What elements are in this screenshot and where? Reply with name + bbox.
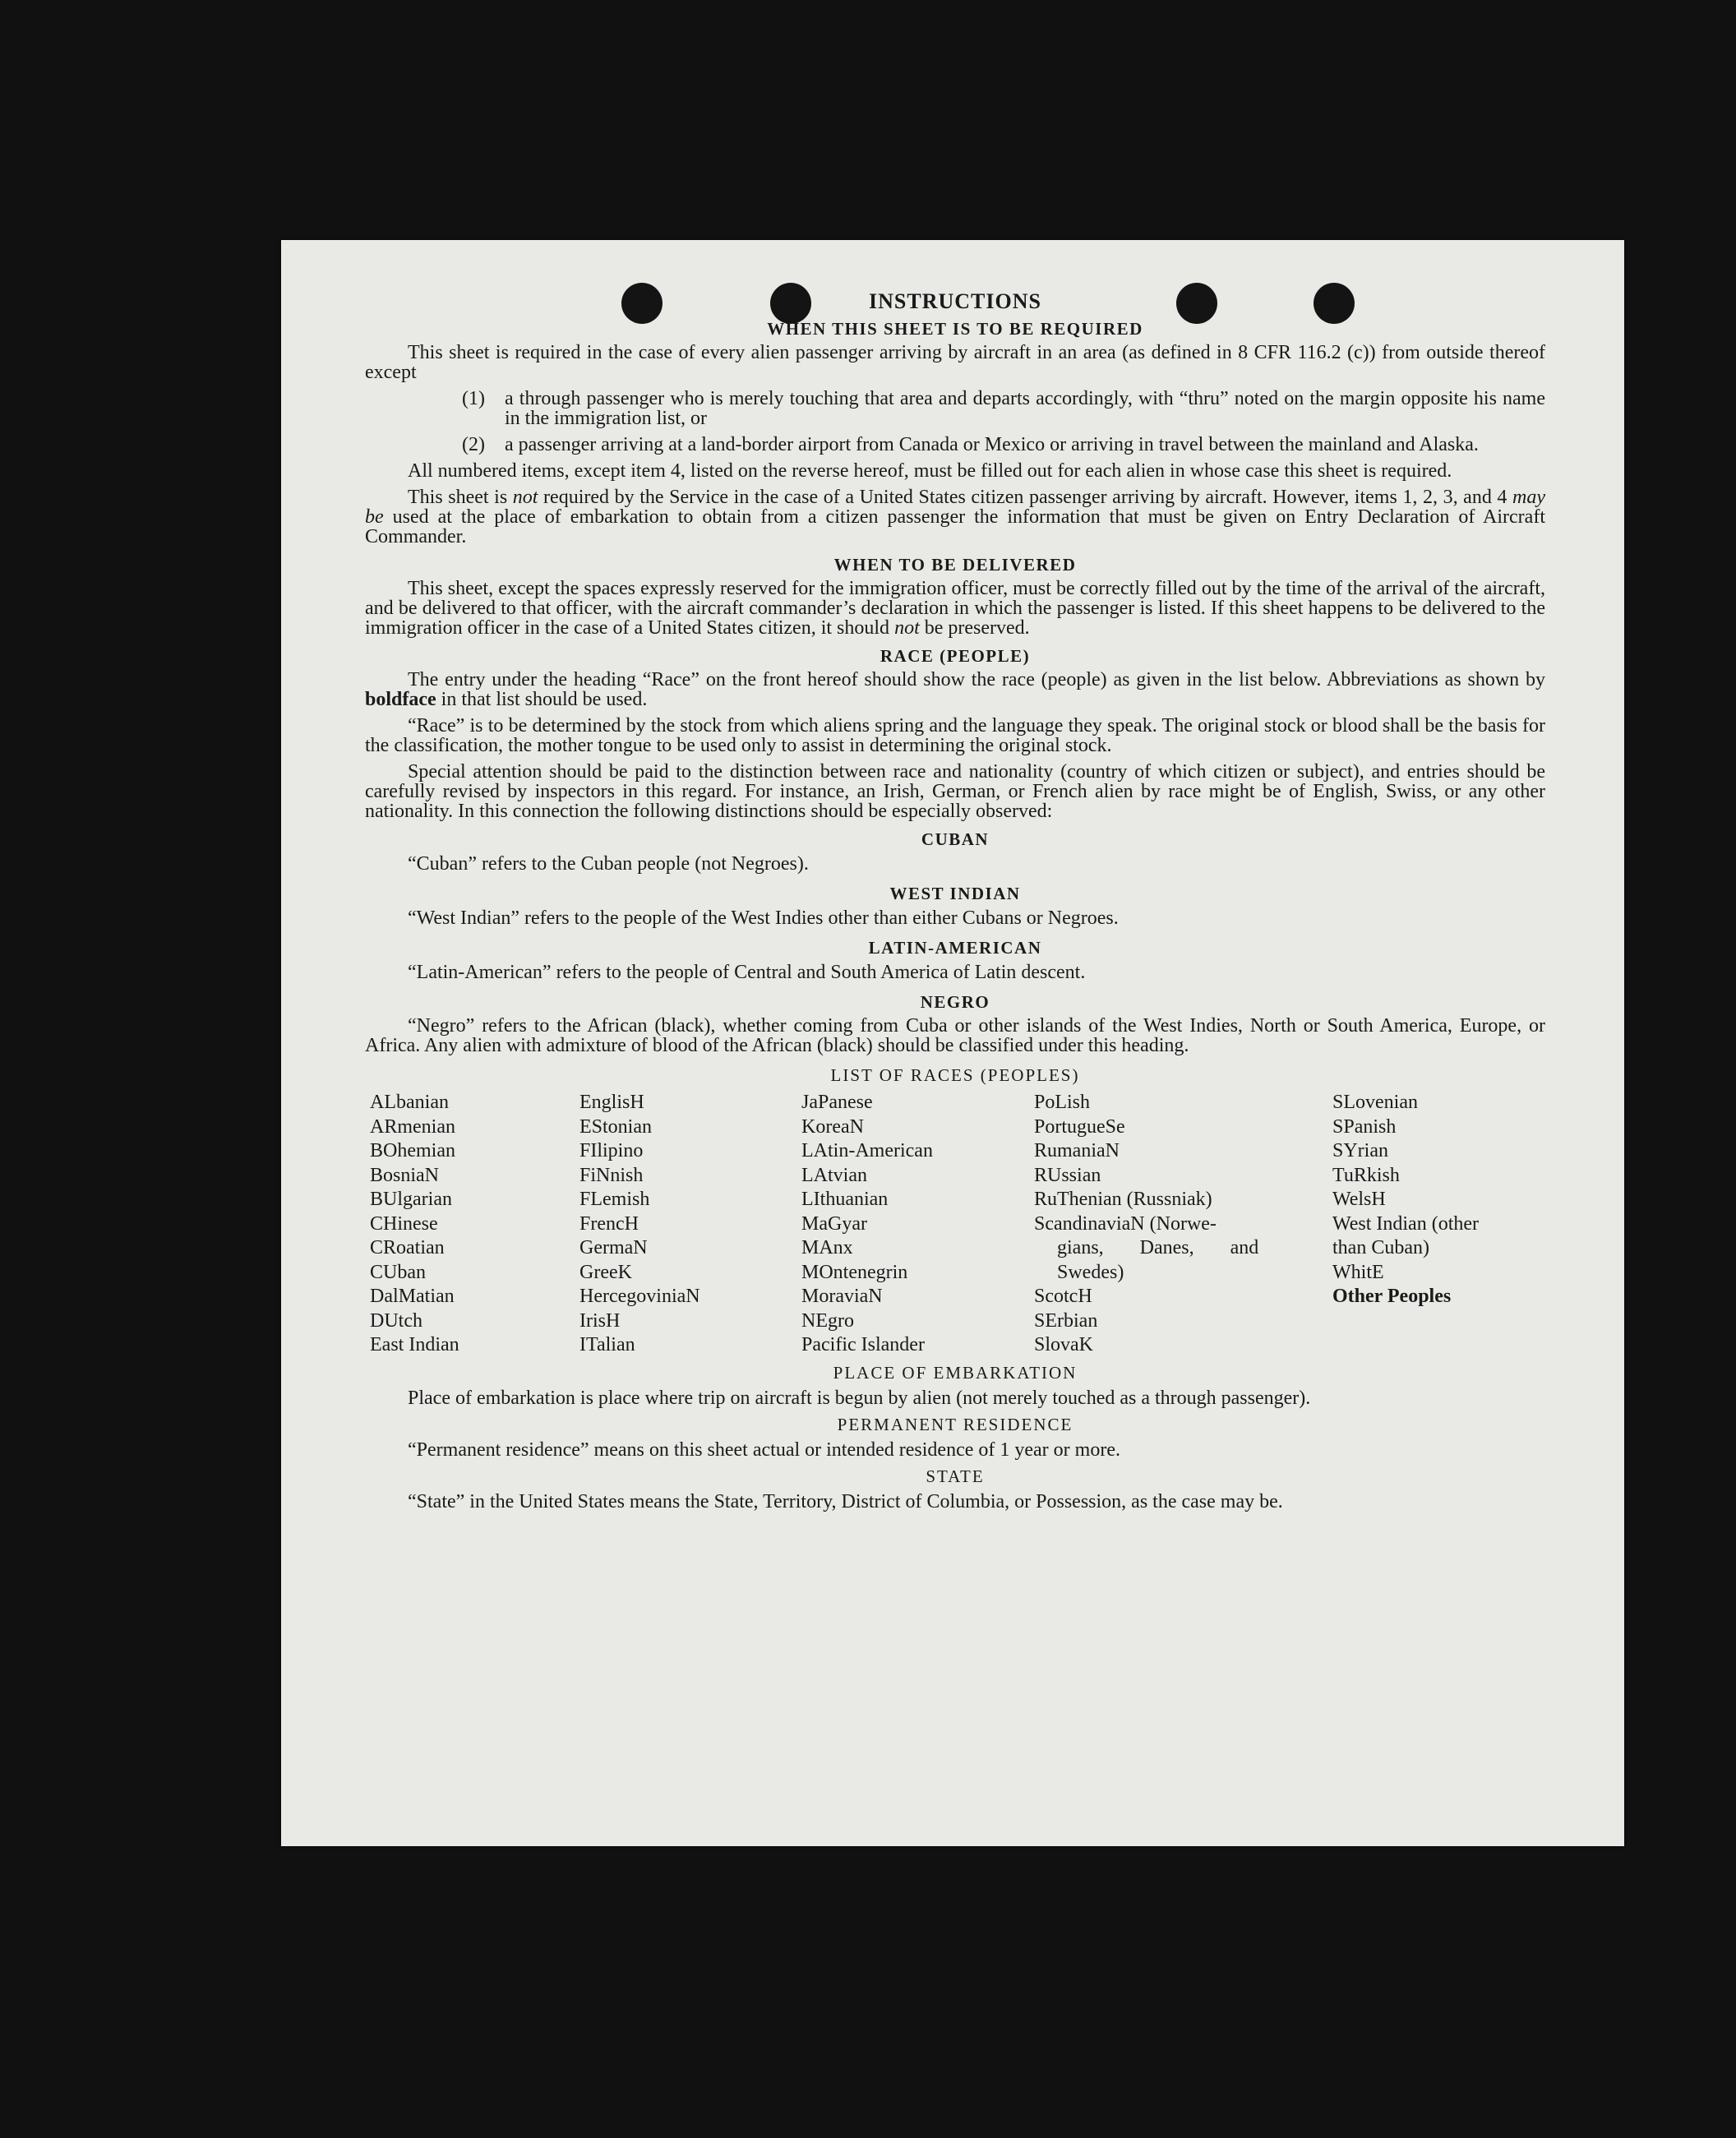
race-entry: NEgro xyxy=(801,1309,854,1332)
race-entry: ARmenian xyxy=(370,1115,455,1138)
exception-number: (1) xyxy=(462,388,485,409)
citizen-paragraph: This sheet is not required by the Service in the case of a United States citizen passenger arriving by aircraft. However, items 1, 2, 3, and 4 may be used at the place of embarkation to obtain from a citizen passenger the information that must be given on Entry Declaration of Aircraft Commander. xyxy=(365,487,1545,547)
race-entry: FrencH xyxy=(579,1212,639,1235)
race-paragraph-3: Special attention should be paid to the distinction between race and nationality (country of which citizen or subject), and entries should be carefully revised by inspectors in this regard. For instance, an Irish, German, or French alien by race might be of English, Swiss, or any other nationality. In this connection the following distinctions should be especially observed: xyxy=(365,761,1545,822)
race-entry-continuation: Swedes) xyxy=(1057,1261,1124,1283)
race-entry: TuRkish xyxy=(1332,1164,1400,1186)
race-entry: BUlgarian xyxy=(370,1189,452,1210)
race-entry: DalMatian xyxy=(370,1286,455,1307)
race-entry: GreeK xyxy=(579,1261,632,1283)
race-entry: CHinese xyxy=(370,1212,438,1235)
race-entry: ALbanian xyxy=(370,1092,449,1113)
race-entry: CUban xyxy=(370,1261,426,1283)
race-entry: LIthuanian xyxy=(801,1189,889,1210)
race-entry: BOhemian xyxy=(370,1140,455,1161)
race-entry: IrisH xyxy=(579,1309,621,1332)
exception-number: (2) xyxy=(462,434,485,455)
race-paragraph-1: The entry under the heading “Race” on the front hereof should show the race (people) as given in the list below. Abbreviations as shown by boldface in that list should be used. xyxy=(365,669,1545,710)
definition-cuban: “Cuban” refers to the Cuban people (not Negroes). xyxy=(408,853,809,875)
section-heading-state: STATE xyxy=(926,1466,985,1486)
race-entry: FiNnish xyxy=(579,1164,644,1186)
race-entry: SYrian xyxy=(1332,1140,1388,1161)
race-entry: SPanish xyxy=(1332,1115,1397,1138)
definition-west-indian: “West Indian” refers to the people of the West Indies other than either Cubans or Negroes. xyxy=(408,907,1119,929)
race-entry: SErbian xyxy=(1034,1309,1098,1332)
race-paragraph-2: “Race” is to be determined by the stock from which aliens spring and the language they speak. The original stock or blood shall be the basis for the classification, the mother tongue to be used only to assist in determining the original stock. xyxy=(365,715,1545,756)
race-entry: WelsH xyxy=(1332,1189,1386,1210)
races-column-1 xyxy=(370,1091,579,1358)
race-entry: MAnx xyxy=(801,1237,853,1258)
delivered-paragraph: This sheet, except the spaces expressly reserved for the immigration officer, must be correctly filled out by the time of the arrival of the aircraft, and be delivered to that officer, with the aircraft commander’s declaration in which the passenger is listed. If this sheet happens to be delivered to the immigration officer in the case of a United States citizen, it should not be preserved. xyxy=(365,578,1545,639)
section-heading-when-required: WHEN THIS SHEET IS TO BE REQUIRED xyxy=(767,319,1143,339)
race-entry: JaPanese xyxy=(801,1092,873,1113)
race-entry: Pacific Islander xyxy=(801,1334,925,1355)
section-heading-race: RACE (PEOPLE) xyxy=(880,646,1031,666)
race-entry: SLovenian xyxy=(1332,1092,1418,1113)
required-intro: This sheet is required in the case of every alien passenger arriving by aircraft in an area (as defined in 8 CFR 116.2 (c)) from outside thereof except xyxy=(365,342,1545,383)
definition-heading-west-indian: WEST INDIAN xyxy=(889,884,1021,903)
exception-item xyxy=(462,435,1545,455)
race-entry: West Indian (other xyxy=(1332,1212,1480,1235)
races-column-4 xyxy=(1034,1091,1332,1358)
race-entry: FIlipino xyxy=(579,1140,644,1161)
exception-item xyxy=(462,389,1545,428)
race-entry: GermaN xyxy=(579,1237,648,1258)
race-entry: RUssian xyxy=(1034,1164,1101,1186)
race-entry: ScotcH xyxy=(1034,1286,1092,1307)
race-entry-other: Other Peoples xyxy=(1332,1286,1452,1307)
race-entry: BosniaN xyxy=(370,1164,439,1186)
race-entry: RumaniaN xyxy=(1034,1140,1120,1161)
state-paragraph: “State” in the United States means the State, Territory, District of Columbia, or Possession, as the case may be. xyxy=(408,1490,1283,1512)
section-heading-residence: PERMANENT RESIDENCE xyxy=(837,1414,1073,1434)
negro-paragraph: “Negro” refers to the African (black), whether coming from Cuba or other islands of the West Indies, North or South America, Europe, or Africa. Any alien with admixture of blood of the African (black) should be classified under this heading. xyxy=(365,1015,1545,1056)
races-column-3 xyxy=(801,1091,1034,1358)
race-entry: PortugueSe xyxy=(1034,1115,1125,1138)
race-entry: MOntenegrin xyxy=(801,1261,908,1283)
races-list-heading: LIST OF RACES (PEOPLES) xyxy=(830,1065,1080,1085)
race-entry-continuation: than Cuban) xyxy=(1332,1237,1429,1258)
definition-latin-american: “Latin-American” refers to the people of Central and South America of Latin descent. xyxy=(408,962,1086,983)
race-entry: RuThenian (Russniak) xyxy=(1034,1189,1212,1210)
race-entry: SlovaK xyxy=(1034,1334,1093,1355)
race-entry: LAtvian xyxy=(801,1164,867,1186)
races-list xyxy=(370,1091,1545,1358)
document-page xyxy=(281,240,1624,1846)
races-column-2 xyxy=(579,1091,801,1358)
embarkation-paragraph: Place of embarkation is place where trip on aircraft is begun by alien (not merely touched as a through passenger). xyxy=(408,1387,1311,1409)
race-entry: LAtin-American xyxy=(801,1140,933,1161)
race-entry: FLemish xyxy=(579,1189,650,1210)
race-entry: ScandinaviaN (Norwe- xyxy=(1034,1212,1217,1235)
page-title: INSTRUCTIONS xyxy=(869,289,1041,313)
definition-heading-cuban: CUBAN xyxy=(921,829,990,849)
race-entry: MaGyar xyxy=(801,1212,867,1235)
race-entry-continuation: gians, Danes, and xyxy=(1057,1237,1259,1258)
exception-text: a through passenger who is merely touching that area and departs accordingly, with “thru” noted on the margin opposite his name in the immigration list, or xyxy=(505,388,1545,429)
race-entry: PoLish xyxy=(1034,1092,1091,1113)
section-heading-embarkation: PLACE OF EMBARKATION xyxy=(833,1362,1078,1383)
residence-paragraph: “Permanent residence” means on this sheet actual or intended residence of 1 year or more. xyxy=(408,1438,1120,1461)
instructions-content xyxy=(365,289,1545,1512)
race-entry: HercegoviniaN xyxy=(579,1286,700,1307)
race-entry: ITalian xyxy=(579,1334,635,1355)
race-entry: CRoatian xyxy=(370,1237,445,1258)
section-heading-negro: NEGRO xyxy=(920,992,990,1012)
numbered-items-paragraph: All numbered items, except item 4, listed on the reverse hereof, must be filled out for each alien in whose case this sheet is required. xyxy=(408,460,1452,482)
race-entry: DUtch xyxy=(370,1309,422,1332)
race-entry: East Indian xyxy=(370,1334,459,1355)
race-entry: MoraviaN xyxy=(801,1286,883,1307)
race-entry: EnglisH xyxy=(579,1092,644,1113)
section-heading-when-delivered: WHEN TO BE DELIVERED xyxy=(833,555,1077,575)
race-entry: EStonian xyxy=(579,1115,652,1138)
race-entry: WhitE xyxy=(1332,1261,1384,1283)
exception-text: a passenger arriving at a land-border airport from Canada or Mexico or arriving in travel between the mainland and Alaska. xyxy=(505,434,1479,455)
races-column-5 xyxy=(1332,1091,1550,1358)
definition-heading-latin-american: LATIN-AMERICAN xyxy=(868,938,1042,958)
race-entry: KoreaN xyxy=(801,1115,864,1138)
